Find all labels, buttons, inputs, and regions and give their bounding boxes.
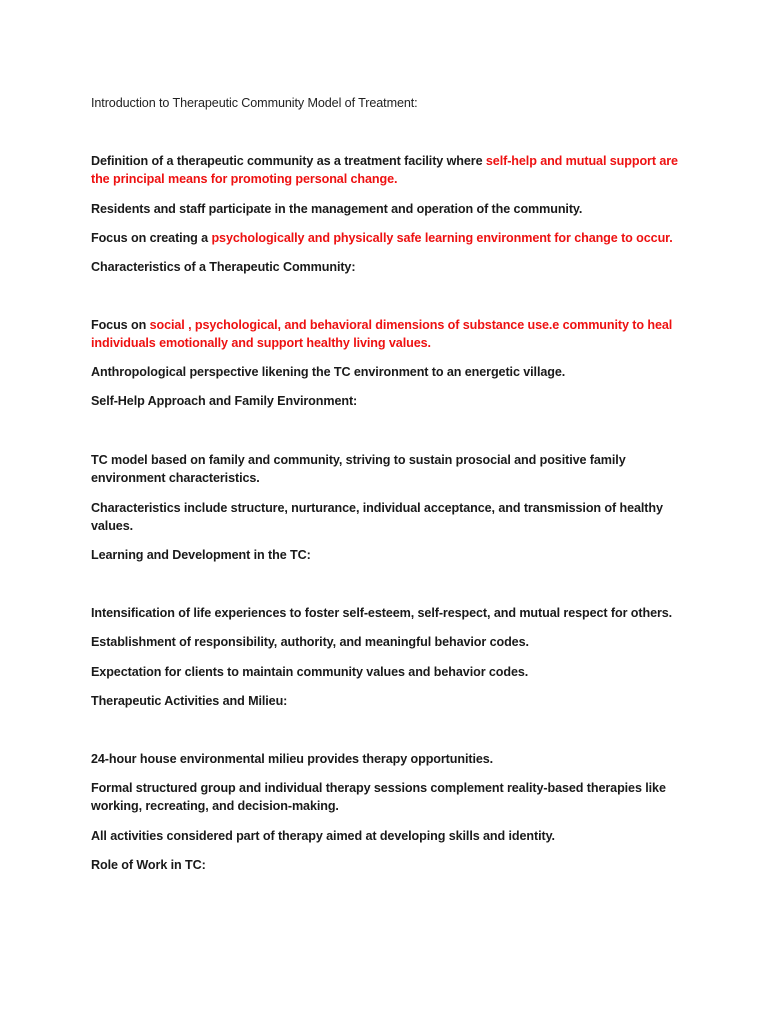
heading-text: Role of Work in TC: bbox=[91, 858, 206, 872]
paragraph-responsibility bbox=[91, 633, 681, 651]
document-title: Introduction to Therapeutic Community Model of Treatment: bbox=[91, 96, 418, 110]
paragraph-lead: Expectation for clients to maintain community values and behavior codes. bbox=[91, 665, 529, 679]
heading-characteristics bbox=[91, 258, 681, 276]
heading-text: Self-Help Approach and Family Environment: bbox=[91, 394, 358, 408]
paragraph-intensification bbox=[91, 604, 681, 622]
paragraph-lead: TC model based on family and community, striving to sustain prosocial and positive family environment characteristics. bbox=[91, 453, 626, 485]
paragraph-lead: Residents and staff participate in the management and operation of the community. bbox=[91, 202, 583, 216]
heading-therapeutic-activities bbox=[91, 692, 681, 710]
paragraph-formal-structured bbox=[91, 779, 681, 815]
paragraph-lead: Definition of a therapeutic community as a treatment facility where bbox=[91, 154, 486, 168]
heading-self-help bbox=[91, 392, 681, 410]
heading-role-of-work bbox=[91, 856, 681, 874]
paragraph-expectation bbox=[91, 663, 681, 681]
heading-text: Learning and Development in the TC: bbox=[91, 548, 311, 562]
paragraph-lead: Characteristics include structure, nurturance, individual acceptance, and transmission of healthy values. bbox=[91, 501, 663, 533]
paragraph-lead: Formal structured group and individual therapy sessions complement reality-based therapies like working, recreating, and decision-making. bbox=[91, 781, 666, 813]
paragraph-characteristics-include bbox=[91, 499, 681, 535]
paragraph-anthropological bbox=[91, 363, 681, 381]
paragraph-lead: Focus on bbox=[91, 318, 150, 332]
paragraph-tc-model bbox=[91, 451, 681, 487]
paragraph-focus-dimensions bbox=[91, 316, 681, 352]
paragraph-lead: Establishment of responsibility, authority, and meaningful behavior codes. bbox=[91, 635, 529, 649]
paragraph-residents bbox=[91, 200, 681, 218]
paragraph-focus-safe bbox=[91, 229, 681, 247]
paragraph-lead: Anthropological perspective likening the TC environment to an energetic village. bbox=[91, 365, 566, 379]
heading-text: Therapeutic Activities and Milieu: bbox=[91, 694, 288, 708]
paragraph-24-hour bbox=[91, 750, 681, 768]
heading-text: Characteristics of a Therapeutic Community: bbox=[91, 260, 356, 274]
paragraph-lead: Focus on creating a bbox=[91, 231, 212, 245]
paragraph-highlight: psychologically and physically safe learning environment for change to occur. bbox=[211, 231, 673, 245]
paragraph-highlight: self-help and mutual support are the principal means for promoting personal change. bbox=[91, 154, 678, 186]
paragraph-definition bbox=[91, 152, 681, 188]
paragraph-lead: Intensification of life experiences to foster self-esteem, self-respect, and mutual respect for others. bbox=[91, 606, 673, 620]
paragraph-lead: All activities considered part of therapy aimed at developing skills and identity. bbox=[91, 829, 555, 843]
paragraph-all-activities bbox=[91, 827, 681, 845]
paragraph-highlight: social , psychological, and behavioral dimensions of substance use.e community to heal individuals emotionally and support healthy living values. bbox=[91, 318, 673, 350]
heading-learning bbox=[91, 546, 681, 564]
paragraph-lead: 24-hour house environmental milieu provides therapy opportunities. bbox=[91, 752, 494, 766]
